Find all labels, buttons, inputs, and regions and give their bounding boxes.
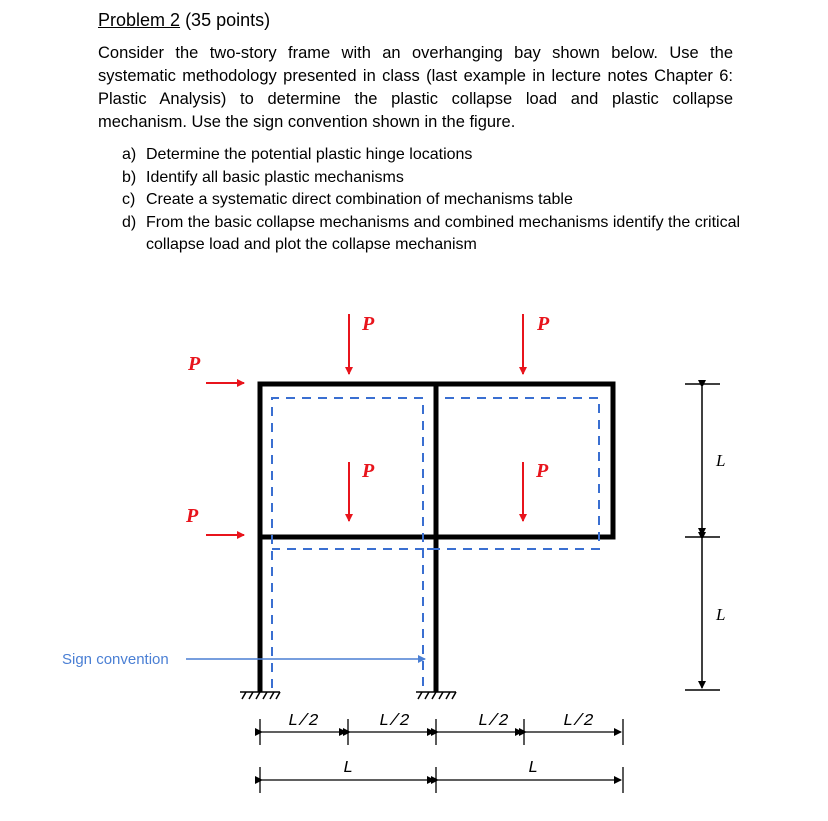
half-span-label: L/2 <box>379 712 410 731</box>
half-span-label: L/2 <box>288 712 319 731</box>
height-label-top: L <box>716 451 726 470</box>
lateral-load-floor <box>185 505 244 535</box>
load-label: P <box>188 353 201 375</box>
load-label: P <box>362 313 375 335</box>
load-label: P <box>536 460 549 482</box>
vertical-load-floor-left <box>349 460 375 521</box>
task-letter: a) <box>122 146 137 163</box>
fixed-support-left <box>240 692 280 699</box>
vertical-load-roof-left <box>349 313 375 374</box>
span-dimensions <box>260 767 623 793</box>
frame-members <box>260 384 613 690</box>
span-label: L <box>343 759 354 778</box>
load-label: P <box>362 460 375 482</box>
vertical-load-floor-right <box>523 460 549 521</box>
task-text: From the basic collapse mechanisms and combined mechanisms identify the critical collapse load and plot the collapse mechanism <box>146 213 741 253</box>
problem-points: (35 points) <box>185 10 271 30</box>
span-label: L <box>528 759 539 778</box>
sign-convention <box>62 651 425 668</box>
half-span-label: L/2 <box>478 712 509 731</box>
vertical-load-roof-right <box>523 313 550 374</box>
task-text: Create a systematic direct combination of mechanisms table <box>146 191 573 208</box>
sign-convention-label: Sign convention <box>62 651 169 668</box>
task-letter: c) <box>122 191 136 208</box>
problem-label: Problem 2 <box>98 10 181 30</box>
lateral-load-roof <box>187 353 244 383</box>
task-text: Identify all basic plastic mechanisms <box>146 168 404 186</box>
task-letter: d) <box>122 213 137 231</box>
task-letter: b) <box>122 168 137 186</box>
half-span-label: L/2 <box>563 712 594 731</box>
task-text: Determine the potential plastic hinge locations <box>146 146 473 163</box>
height-dimension <box>685 384 720 690</box>
load-label: P <box>186 505 199 527</box>
load-label: P <box>537 313 550 335</box>
problem-intro: Consider the two-story frame with an overhanging bay shown below. Use the systematic methodology presented in class (last example in lecture notes Chapter 6: Plastic Analysis) to determine the plastic collapse load and plastic collapse mechanism. Use the sign convention shown in the figure. <box>98 44 733 131</box>
fixed-support-middle <box>416 692 456 699</box>
height-label-bottom: L <box>716 605 726 624</box>
